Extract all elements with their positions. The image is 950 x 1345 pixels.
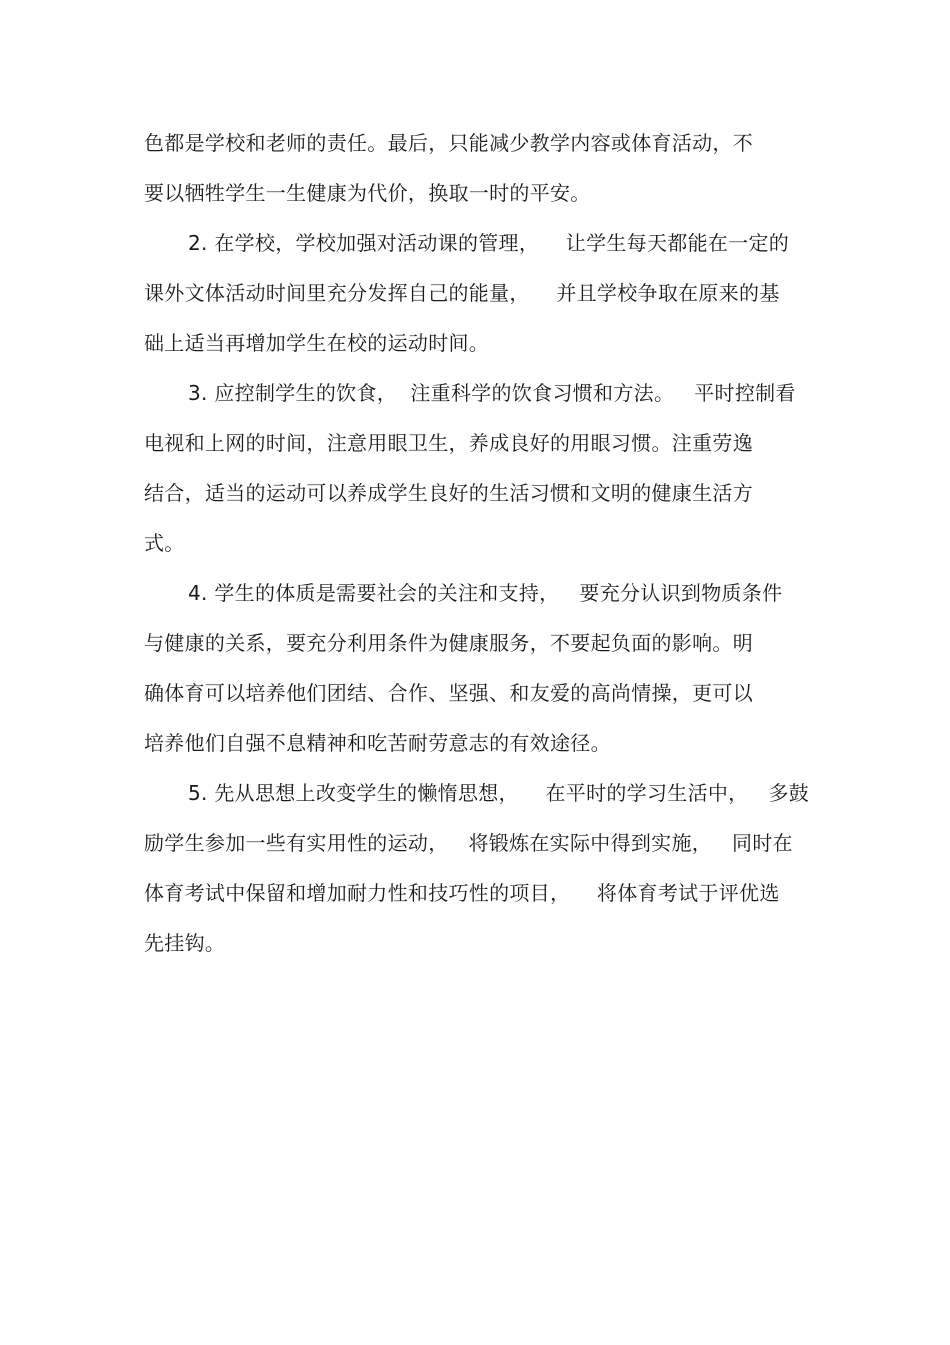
list-item-4: [144, 568, 844, 768]
list-item-5: [144, 768, 844, 968]
text-line: 电视和上网的时间，注意用眼卫生，养成良好的用眼习惯。注重劳逸: [144, 431, 753, 455]
text-line: 式。: [144, 531, 185, 555]
list-item-2: [144, 218, 844, 368]
text-line: 课外文体活动时间里充分发挥自己的能量， 并且学校争取在原来的基: [144, 281, 780, 305]
text-line: 励学生参加一些有实用性的运动， 将锻炼在实际中得到实施， 同时在: [144, 831, 793, 855]
text-line: 与健康的关系，要充分利用条件为健康服务，不要起负面的影响。明: [144, 631, 753, 655]
text-line: 要以牺牲学生一生健康为代价，换取一时的平安。: [144, 181, 591, 205]
text-line: 结合，适当的运动可以养成学生良好的生活习惯和文明的健康生活方: [144, 481, 753, 505]
text-line: 5. 先从思想上改变学生的懒惰思想， 在平时的学习生活中， 多鼓: [188, 781, 810, 805]
text-line: 体育考试中保留和增加耐力性和技巧性的项目， 将体育考试于评优选: [144, 881, 780, 905]
paragraph-continuation: [144, 118, 844, 218]
text-line: 培养他们自强不息精神和吃苦耐劳意志的有效途径。: [144, 731, 611, 755]
text-line: 确体育可以培养他们团结、合作、坚强、和友爱的高尚情操，更可以: [144, 681, 753, 705]
text-line: 色都是学校和老师的责任。最后，只能减少教学内容或体育活动，不: [144, 131, 753, 155]
document-body: [144, 118, 844, 968]
text-line: 础上适当再增加学生在校的运动时间。: [144, 331, 490, 355]
text-line: 先挂钩。: [144, 931, 226, 955]
text-line: 2. 在学校，学校加强对活动课的管理， 让学生每天都能在一定的: [188, 231, 790, 255]
text-line: 3. 应控制学生的饮食， 注重科学的饮食习惯和方法。 平时控制看: [188, 381, 796, 405]
text-line: 4. 学生的体质是需要社会的关注和支持， 要充分认识到物质条件: [188, 581, 783, 605]
list-item-3: [144, 368, 844, 568]
